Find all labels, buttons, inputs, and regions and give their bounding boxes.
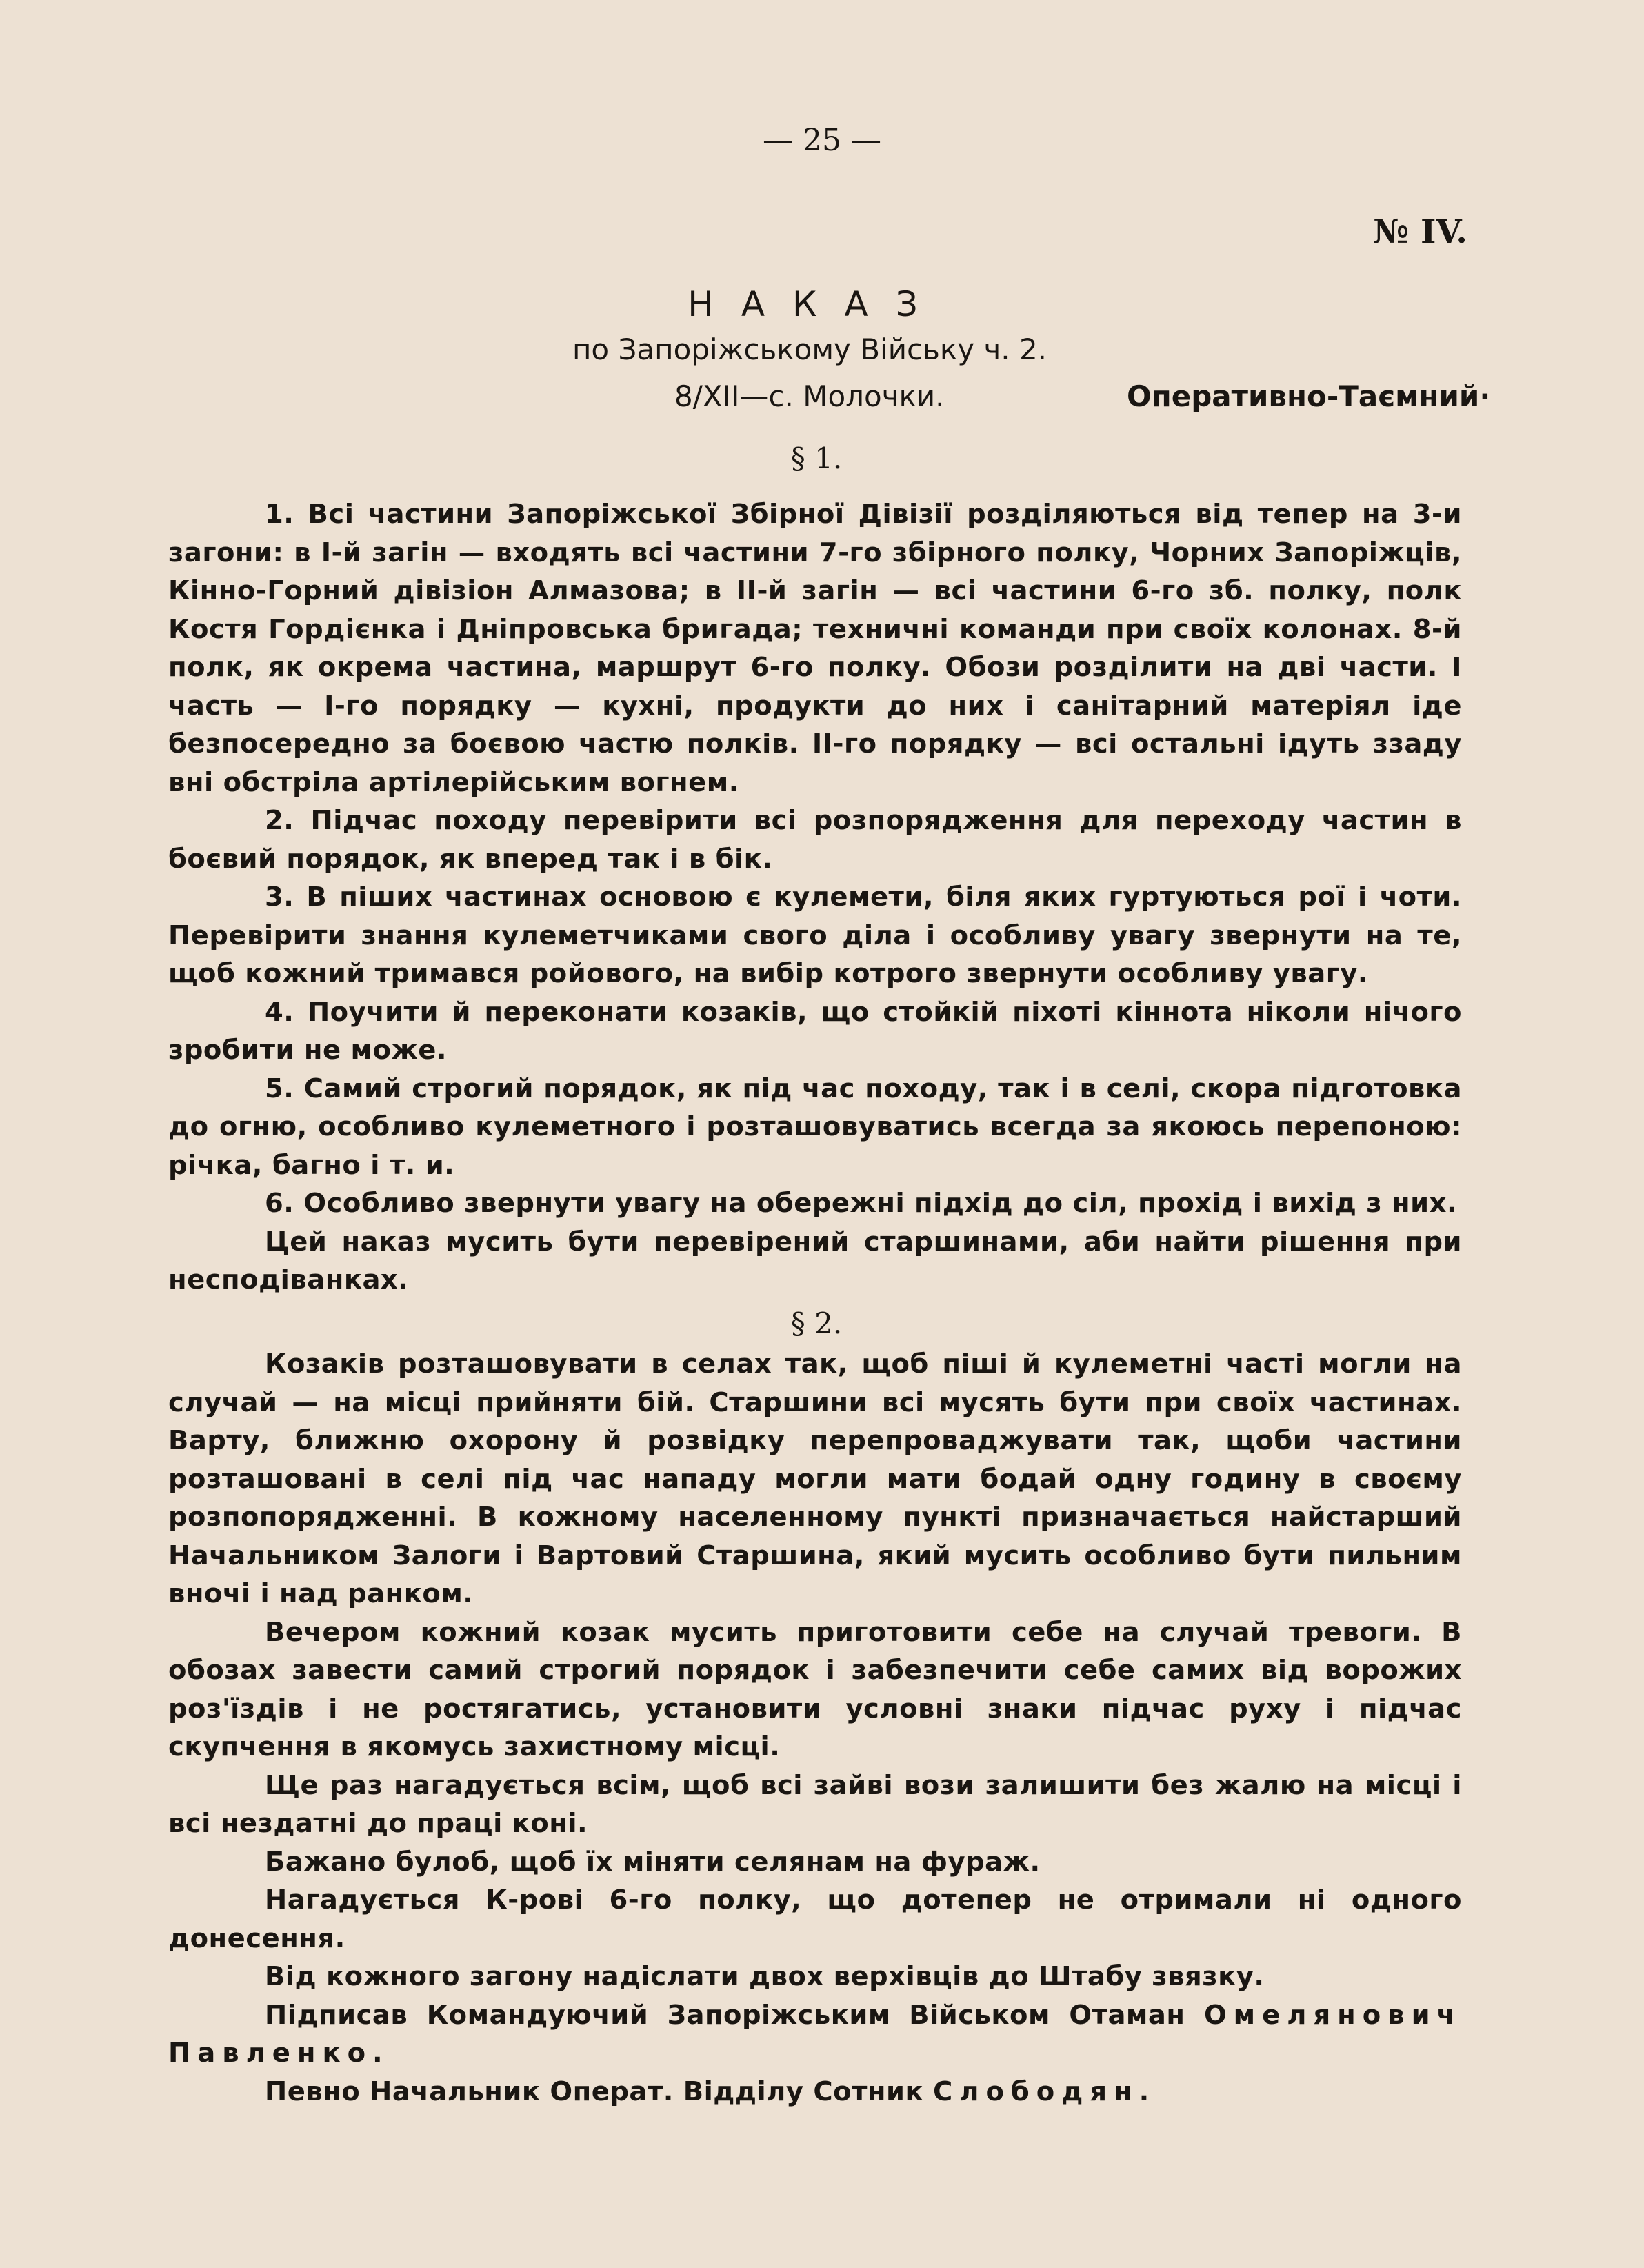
section-1-mark: § 1. <box>790 441 843 475</box>
section-2-mark: § 2. <box>790 1306 843 1340</box>
paragraph: Бажано булоб, щоб їх міняти селянам на фураж. <box>265 1846 1041 1878</box>
document-title: НАКАЗ <box>688 284 945 324</box>
paragraph: Ще раз нагадується всім, щоб всі зайві вози залишити без жалю на місці і всі нездатні до праці коні. <box>168 1769 1462 1839</box>
document-number: № IV. <box>1373 212 1467 251</box>
paragraph: Від кожного загону надіслати двох верхівців до Штабу звязку. <box>265 1961 1265 1992</box>
paragraph: 2. Підчас походу перевірити всі розпорядження для переходу частин в боєвий порядок, як вперед так і в бік. <box>168 805 1462 875</box>
paragraph: 1. Всі частини Запоріжської Збірної Дівізії розділяються від тепер на 3-и загони: в І-й загін — входять всі частини 7-го збірного полку, Чорних Запоріжців, Кінно-Горний дівізіон Алмазова; в ІІ-й загін — всі частини 6-го зб. полку, полк Костя Гордієнка і Дніпровська бригада; техничні команди при своїх колонах. 8-й полк, як окрема частина, маршрут 6-го полку. Обози розділити на дві части. І часть — І-го порядку — кухні, продукти до них і санітарний матеріял іде безпосередно за боєвою частю полків. ІІ-го порядку — всі остальні ідуть ззаду вні обстріла артілерійським вогнем. <box>168 499 1462 798</box>
section-2-body <box>168 1345 1462 2111</box>
date-place: 8/XII—с. Молочки. <box>674 379 945 413</box>
page-number: — 25 — <box>763 123 881 158</box>
paragraph: Вечером кожний козак мусить приготовити себе на случай тревоги. В обозах завести самий строгий порядок і забезпечити себе самих від ворожих роз'їздів і не ростягатись, установити условні знаки підчас руху і підчас скупчення в якомусь захистному місці. <box>168 1616 1462 1762</box>
section-1-body <box>168 495 1462 1300</box>
certification-line <box>168 2073 1462 2111</box>
classification-label: Оперативно-Таємний· <box>1127 379 1491 413</box>
signature-line <box>168 1996 1462 2073</box>
certified-prefix: Певно Начальник Операт. Відділу Сотник <box>265 2076 924 2107</box>
paragraph: Козаків розташовувати в селах так, щоб піші й кулеметні часті могли на случай — на місці прийняти бій. Старшини всі мусять бути при своїх частинах. Варту, ближню охорону й розвідку перепроваджувати так, щоби частини розташовані в селі під час нападу могли мати бодай одну годину в своєму розпопорядженні. В кожному населенному пункті призначається найстарший Начальником Залоги і Вартовий Старшина, який мусить особливо бути пильним вночі і над ранком. <box>168 1349 1462 1609</box>
signed-name: Омелянович Павленко. <box>168 1999 1463 2069</box>
document-subtitle: по Запоріжському Війську ч. 2. <box>572 332 1047 366</box>
paragraph: 3. В піших частинах основою є кулемети, біля яких гуртуються рої і чоти. Перевірити знання кулеметчиками свого діла і особливу увагу звернути на те, щоб кожний тримався ройового, на вибір котрого звернути особливу увагу. <box>168 882 1462 989</box>
paragraph: 5. Самий строгий порядок, як під час походу, так і в селі, скора підготовка до огню, особливо кулеметного і розташовуватись всегда за якоюсь перепоною: річка, багно і т. и. <box>168 1073 1462 1181</box>
paragraph: Нагадується К-рові 6-го полку, що дотепер не отримали ні одного донесення. <box>168 1884 1462 1954</box>
paragraph: 6. Особливо звернути увагу на обережні підхід до сіл, прохід і вихід з них. <box>265 1188 1458 1219</box>
certified-name: Слободян. <box>933 2076 1156 2107</box>
signed-prefix: Підписав Командуючий Запоріжським Військом Отаман <box>265 1999 1185 2031</box>
paragraph: Цей наказ мусить бути перевірений старшинами, аби найти рішення при несподіванках. <box>168 1226 1462 1295</box>
paragraph: 4. Поучити й переконати козаків, що стойкій піхоті кіннота ніколи нічого зробити не може. <box>168 996 1462 1066</box>
